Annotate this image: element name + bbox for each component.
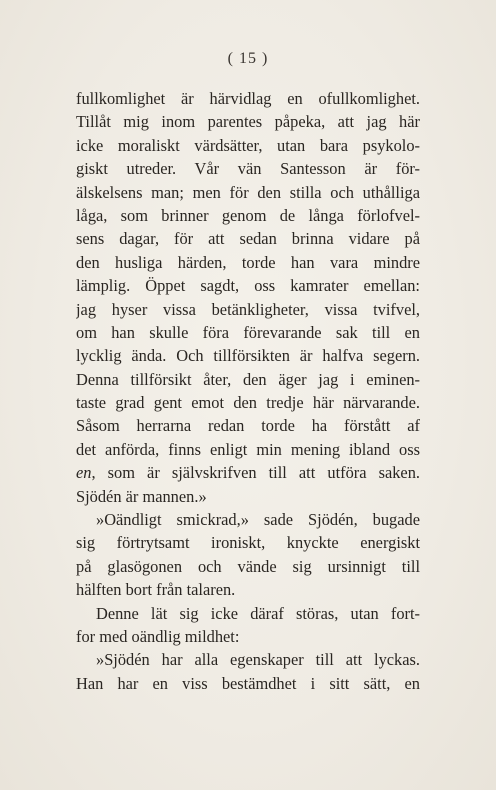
text-line: om han skulle föra förevarande sak till en (76, 322, 420, 342)
text-line: Tillåt mig inom parentes påpeka, att jag här (76, 112, 420, 132)
text-line: »Oändligt smickrad,» sade Sjödén, bugade (96, 510, 420, 530)
emphasized-word: en (76, 463, 92, 483)
text-line: lycklig ända. Och tillförsikten är halfva segern. (76, 346, 420, 366)
text-line: på glasögonen och vände sig ursinnigt till (76, 556, 420, 576)
text-line: Såsom herrarna redan torde ha förstått af (76, 416, 420, 436)
text-line: fullkomlighet är härvidlag en ofullkomlighet. (76, 89, 420, 108)
text-line: lämplig. Öppet sagdt, oss kamrater emellan: (76, 276, 420, 296)
body-text (76, 87, 420, 695)
text-line: icke moraliskt värdsätter, utan bara psykolo- (76, 135, 420, 155)
text-line: for med oändlig mildhet: (76, 626, 240, 646)
text-line: låga, som brinner genom de långa förlofvel- (76, 205, 420, 225)
text-line: det anförda, finns enligt min mening ibland oss (76, 439, 420, 459)
text-line: hälften bort från talaren. (76, 580, 236, 600)
text-line: älskelsens man; men för den stilla och uthålliga (76, 182, 420, 202)
text-line: jag hyser vissa betänkligheter, vissa tvifvel, (76, 299, 420, 319)
text-line: »Sjödén har alla egenskaper till att lyckas. (96, 650, 420, 670)
text-line: sig förtrytsamt ironiskt, knyckte energiskt (76, 533, 420, 553)
text-line: taste grad gent emot den tredje här närvarande. (76, 393, 420, 413)
text-line: giskt utreder. Vår vän Santesson är för- (76, 159, 420, 179)
page-number: ( 15 ) (227, 50, 269, 67)
text-line: Denna tillförsikt åter, den äger jag i eminen- (76, 369, 420, 389)
text-line: Han har en viss bestämdhet i sitt sätt, en (76, 673, 420, 693)
text-line: sens dagar, för att sedan brinna vidare på (76, 229, 420, 249)
text-line: Denne lät sig icke däraf störas, utan fort- (96, 603, 420, 623)
text-line: en, som är självskrifven till att utföra saken. (76, 463, 420, 483)
text-line: Sjödén är mannen.» (76, 486, 207, 506)
text-line: den husliga härden, torde han vara mindre (76, 252, 420, 272)
